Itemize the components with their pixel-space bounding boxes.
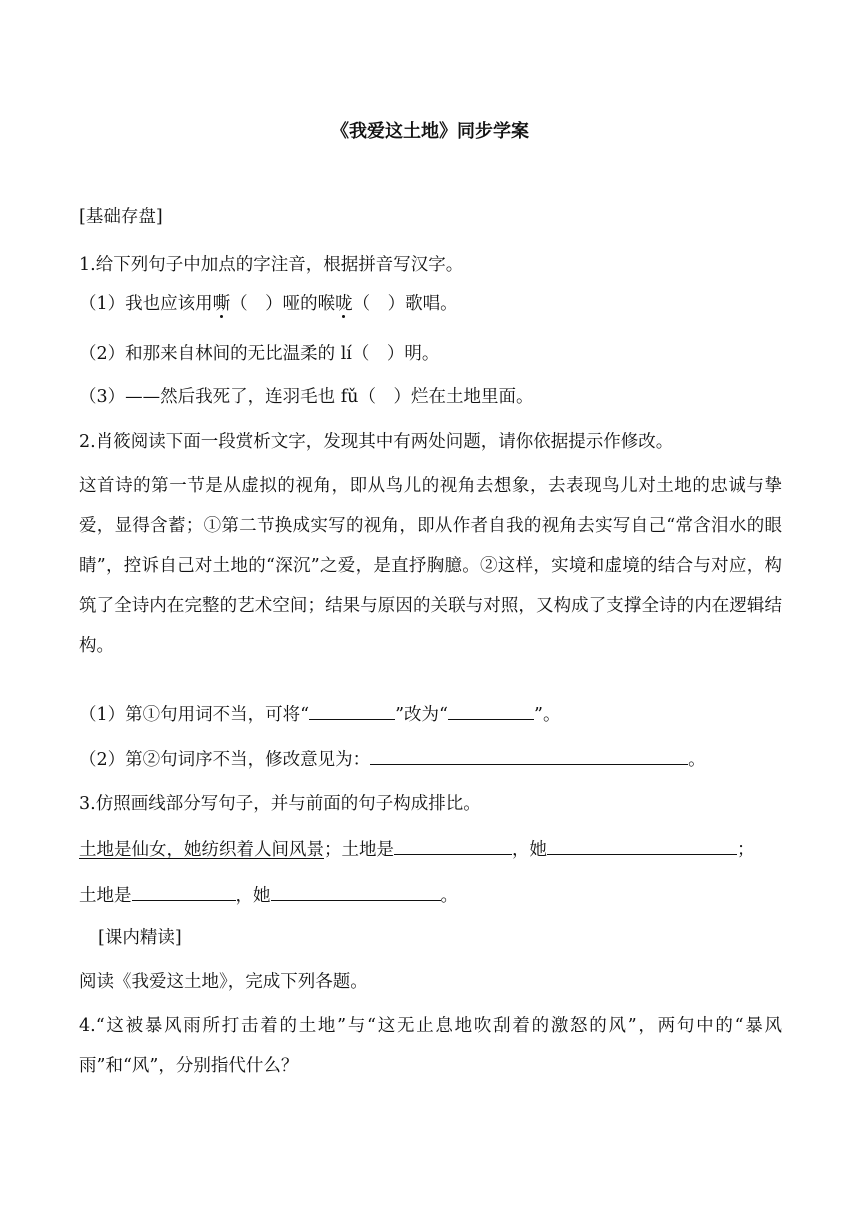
text: ，她 — [235, 886, 271, 906]
question-3-line-2 — [79, 882, 458, 908]
question-2-stem: 2.肖筱阅读下面一段赏析文字，发现其中有两处问题，请你依据提示作修改。 — [79, 432, 674, 452]
underlined-model-sentence: 土地是仙女，她纺织着人间风景 — [79, 840, 324, 860]
question-1-item-2: （2）和那来自林间的无比温柔的 lí（ ）明。 — [79, 344, 440, 364]
text: ，她 — [512, 840, 547, 860]
question-1-item-1 — [79, 292, 458, 316]
dotted-char-1: 嘶 — [212, 294, 231, 314]
question-1-item-3: （3）——然后我死了，连羽毛也 fǔ（ ）烂在土地里面。 — [79, 387, 534, 407]
answer-blank[interactable] — [370, 746, 688, 765]
item-text-b: ”改为“ — [395, 705, 448, 725]
item-text-a: （1）第①句用词不当，可将“ — [79, 705, 310, 725]
text: 土地是 — [79, 886, 132, 906]
answer-blank[interactable] — [547, 836, 737, 855]
item-1-text-b: （ ）哑的喉 — [230, 294, 336, 314]
item-1-text-a: （1）我也应该用 — [79, 294, 213, 314]
reading-instruction: 阅读《我爱这土地》，完成下列各题。 — [79, 972, 368, 992]
question-1-stem: 1.给下列句子中加点的字注音，根据拼音写汉字。 — [79, 255, 464, 275]
item-text-a: （2）第②句词序不当，修改意见为： — [79, 750, 371, 770]
item-text-c: ”。 — [534, 705, 561, 725]
section-heading-basics: [基础存盘] — [79, 207, 163, 227]
answer-blank[interactable] — [132, 882, 236, 901]
question-2-item-1 — [79, 701, 560, 727]
item-text-b: 。 — [688, 750, 706, 770]
question-3-stem: 3.仿照画线部分写句子，并与前面的句子构成排比。 — [79, 794, 481, 814]
analysis-passage: 这首诗的第一节是从虚拟的视角，即从鸟儿的视角去想象，去表现鸟儿对土地的忠诚与挚爱，显得含蓄；①第二节换成实写的视角，即从作者自我的视角去实写自己“常含泪水的眼睛”，控诉自己对土地的“深沉”之爱，是直抒胸臆。②这样，实境和虚境的结合与对应，构筑了全诗内在完整的艺术空间；结果与原因的关联与对照，又构成了支撑全诗的内在逻辑结构。 — [79, 476, 782, 656]
page-title: 《我爱这土地》同步学案 — [331, 121, 529, 142]
answer-blank[interactable] — [309, 701, 395, 720]
text: ；土地是 — [324, 840, 394, 860]
text: ； — [737, 840, 755, 860]
section-heading-reading: [课内精读] — [98, 928, 182, 948]
item-1-text-c: （ ）歌唱。 — [352, 294, 458, 314]
answer-blank[interactable] — [271, 882, 441, 901]
question-2-item-2 — [79, 746, 706, 772]
question-4: 4.“这被暴风雨所打击着的土地”与“这无止息地吹刮着的激怒的风”，两句中的“暴风雨”和“风”，分别指代什么？ — [79, 1016, 782, 1076]
answer-blank[interactable] — [448, 701, 534, 720]
answer-blank[interactable] — [394, 836, 512, 855]
question-3-line-1 — [79, 836, 755, 862]
text: 。 — [440, 886, 458, 906]
dotted-char-2: 咙 — [335, 294, 353, 314]
